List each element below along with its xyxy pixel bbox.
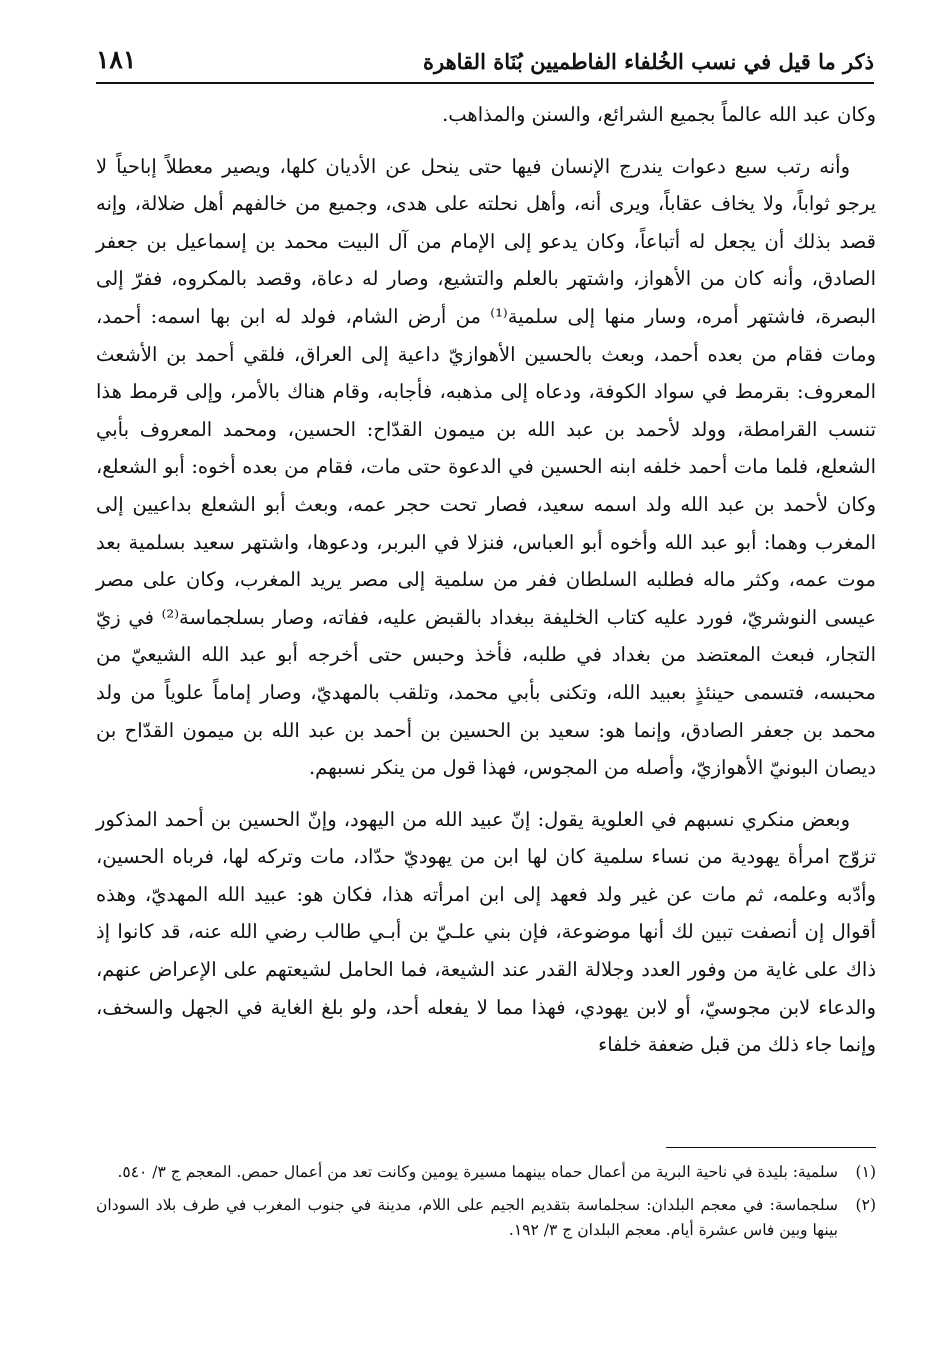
paragraph-3: وبعض منكري نسبهم في العلوية يقول: إنّ عبيد الله من اليهود، وإنّ الحسين بن أحمد المذكور تزوّج امرأة يهودية من نساء سلمية كان لها ابن من يهوديّ حدّاد، مات وتركه لها، فرباه الحسين، وأدّبه وعلمه، ثم مات عن غير ولد فعهد إلى ابن امرأته هذا، فكان هو: عبيد الله المهديّ، وهذه أقوال إن أنصفت تبين لك أنها موضوعة، فإن بني علـيّ بن أبـي طالب رضي الله عنه، قد كانوا إذ ذاك على غاية من وفور العدد وجلالة القدر عند الشيعة، فما الحامل لشيعتهم على الإعراض عنهم، والدعاء لابن مجوسيّ، أو لابن يهودي، فهذا مما لا يفعله أحد، ولو بلغ الغاية في الجهل والسخف، وإنما جاء ذلك من قبل ضعفة خلفاء <box>96 807 876 1057</box>
footnote-text: سلمية: بليدة في ناحية البرية من أعمال حماه بينهما مسيرة يومين وكانت تعد من أعمال حمص. المعجم ج ٣/ ٥٤٠. <box>117 1163 838 1181</box>
footnote-number: (٢) <box>855 1196 876 1214</box>
page-number: ١٨١ <box>96 45 137 74</box>
footnotes <box>96 1160 876 1251</box>
paragraph-1: وكان عبد الله عالماً بجميع الشرائع، والسنن والمذاهب. <box>442 103 876 126</box>
footnote-number: (١) <box>855 1163 876 1181</box>
main-text <box>96 96 876 1078</box>
paragraph-2: وأنه رتب سبع دعوات يندرج الإنسان فيها حتى ينحل عن الأديان كلها، ويصير معطلاً إباحياً لا يرجو ثواباً، ولا يخاف عقاباً، ويرى أنه، وأهل نحلته على هدى، وجميع من خالفهم أهل ضلالة، وإنه قصد بذلك أن يجعل له أتباعاً، وكان يدعو إلى الإمام من آل البيت محمد بن إسماعيل بن جعفر الصادق، وأنه كان من الأهواز، واشتهر بالعلم والتشيع، وصار له دعاة، وقصد بالمكروه، ففرّ إلى البصرة، فاشتهر أمره، وسار منها إلى سلمية⁽¹⁾ من أرض الشام، فولد له ابن بها اسمه: أحمد، ومات فقام من بعده أحمد، وبعث بالحسين الأهوازيّ داعية إلى العراق، فلقي أحمد بن الأشعث المعروف: بقرمط في سواد الكوفة، ودعاه إلى مذهبه، فأجابه، وقام هناك بالأمر، وإلى قرمط هذا تنسب القرامطة، وولد لأحمد بن عبد الله بن ميمون القدّاح: الحسين، ومحمد المعروف بأبي الشعلع، فلما مات أحمد خلفه ابنه الحسين في الدعوة حتى مات، فقام من بعده أخوه: أبو الشعلع، وكان لأحمد بن عبد الله ولد اسمه سعيد، فصار تحت حجر عمه، وبعث أبو الشعلع بداعيين إلى المغرب وهما: أبو عبد الله وأخوه أبو العباس، فنزلا في البربر، ودعوها، واشتهر سعيد بسلمية بعد موت عمه، وكثر ماله فطلبه السلطان ففر من سلمية إلى مصر يريد المغرب، وكان على مصر عيسى النوشريّ، فورد عليه كتاب الخليفة ببغداد بالقبض عليه، ففاته، وصار بسلجماسة⁽²⁾ في زيّ التجار، فبعث المعتضد من بغداد في طلبه، فأخذ وحبس حتى أخرجه أبو عبد الله الشيعيّ من محبسه، فتسمى حينئذٍ بعبيد الله، وتكنى بأبي محمد، وتلقب بالمهديّ، وصار إماماً علوياً من ولد محمد بن جعفر الصادق، وإنما هو: سعيد بن الحسين بن أحمد بن عبد الله بن ميمون القدّاح بن ديصان البونيّ الأهوازيّ، وأصله من المجوس، فهذا قول من ينكر نسبهم. <box>96 154 876 780</box>
header-title: ذكر ما قيل في نسب الخُلفاء الفاطميين بُنَاة القاهرة <box>423 49 874 74</box>
running-header <box>96 32 874 84</box>
footnote-1 <box>96 1160 876 1185</box>
footnote-divider <box>666 1147 876 1148</box>
footnote-2 <box>96 1193 876 1243</box>
footnote-text: سلجماسة: في معجم البلدان: سجلماسة بتقديم الجيم على اللام، مدينة في جنوب المغرب في طرف بلاد السودان بينها وبين فاس عشرة أيام. معجم البلدان ج ٣/ ١٩٢. <box>96 1196 838 1239</box>
